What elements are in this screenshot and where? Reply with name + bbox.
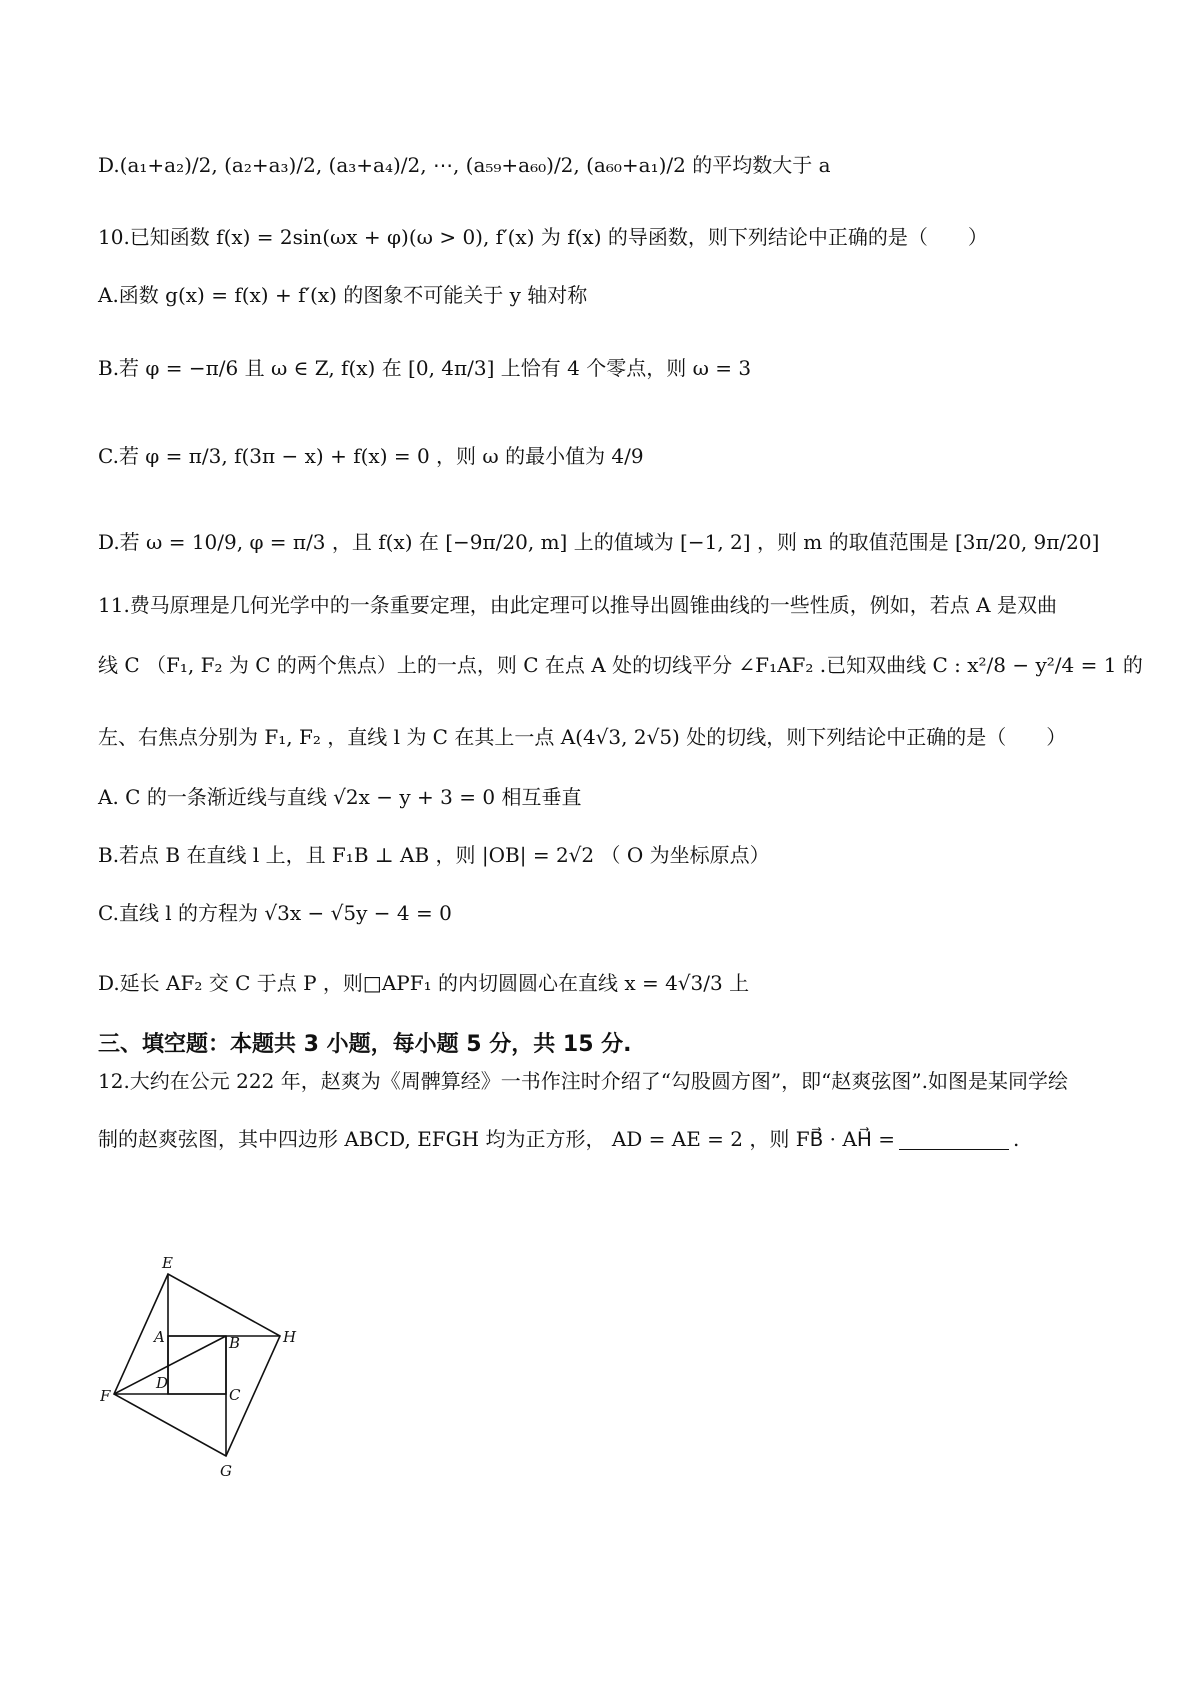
label-f: F	[100, 1387, 111, 1405]
label-d: D	[156, 1374, 169, 1392]
label-e: E	[162, 1254, 173, 1272]
label-g: G	[220, 1462, 232, 1480]
question-10-option-b: B.若 φ = −π/6 且 ω ∈ Z, f(x) 在 [0, 4π/3] 上恰有 4 个零点，则 ω = 3	[98, 356, 752, 380]
label-h: H	[283, 1328, 297, 1346]
section-3-heading: 三、填空题：本题共 3 小题，每小题 5 分，共 15 分.	[98, 1032, 632, 1057]
question-11-stem-line-3: 左、右焦点分别为 F₁, F₂ ，直线 l 为 C 在其上一点 A(4√3, 2√5) 处的切线，则下列结论中正确的是（ ）	[98, 725, 1067, 749]
answer-blank[interactable]	[899, 1129, 1009, 1150]
zhao-shuang-figure	[100, 1250, 340, 1490]
square-efgh	[114, 1274, 280, 1456]
label-c: C	[229, 1386, 241, 1404]
question-11-option-c: C.直线 l 的方程为 √3x − √5y − 4 = 0	[98, 901, 452, 925]
question-11-option-d: D.延长 AF₂ 交 C 于点 P ，则□APF₁ 的内切圆圆心在直线 x = 4√3/3 上	[98, 971, 750, 995]
question-11-stem-line-1: 11.费马原理是几何光学中的一条重要定理，由此定理可以推导出圆锥曲线的一些性质，例如，若点 A 是双曲	[98, 593, 1057, 617]
label-b: B	[229, 1334, 241, 1352]
segment-fb	[114, 1336, 226, 1394]
question-10-stem: 10.已知函数 f(x) = 2sin(ωx + φ)(ω > 0), f′(x) 为 f(x) 的导函数，则下列结论中正确的是（ ）	[98, 225, 988, 249]
question-11-stem-line-2: 线 C （F₁, F₂ 为 C 的两个焦点）上的一点，则 C 在点 A 处的切线平分 ∠F₁AF₂ .已知双曲线 C : x²/8 − y²/4 = 1 的	[98, 653, 1143, 677]
question-10-option-c: C.若 φ = π/3, f(3π − x) + f(x) = 0 ，则 ω 的最小值为 4/9	[98, 444, 644, 468]
question-11-option-b: B.若点 B 在直线 l 上，且 F₁B ⊥ AB ，则 |OB| = 2√2 （ O 为坐标原点）	[98, 843, 770, 867]
question-9-option-d: D.(a₁+a₂)/2, (a₂+a₃)/2, (a₃+a₄)/2, ⋯, (a₅₉+a₆₀)/2, (a₆₀+a₁)/2 的平均数大于 a	[98, 153, 831, 177]
square-abcd	[168, 1336, 226, 1394]
question-12-stem-line-1: 12.大约在公元 222 年，赵爽为《周髀算经》一书作注时介绍了“勾股圆方图”，即“赵爽弦图”.如图是某同学绘	[98, 1069, 1068, 1093]
question-12-stem-line-2: 制的赵爽弦图，其中四边形 ABCD, EFGH 均为正方形， AD = AE = 2 ，则 FB⃗ · AH⃗ = .	[98, 1127, 1020, 1151]
question-11-option-a: A. C 的一条渐近线与直线 √2x − y + 3 = 0 相互垂直	[98, 785, 582, 809]
figure-svg	[100, 1250, 340, 1490]
question-10-option-d: D.若 ω = 10/9, φ = π/3 ，且 f(x) 在 [−9π/20, m] 上的值域为 [−1, 2] ，则 m 的取值范围是 [3π/20, 9π/20]	[98, 530, 1100, 554]
question-10-option-a: A.函数 g(x) = f(x) + f′(x) 的图象不可能关于 y 轴对称	[98, 283, 588, 307]
label-a: A	[154, 1328, 165, 1346]
